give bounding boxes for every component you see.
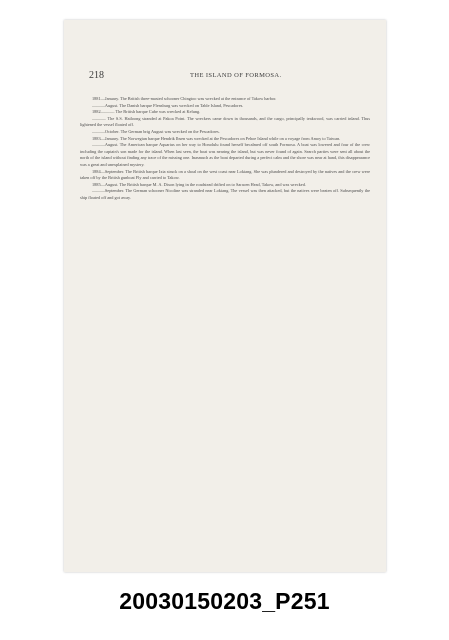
- page-number: 218: [89, 70, 104, 81]
- page-body: [80, 96, 370, 202]
- wreck-entry: 1882———. The British barque Cube was wrecked at Kelung.: [92, 109, 201, 115]
- wreck-entry: ———October. The German brig August was wrecked on the Pescadores.: [92, 128, 220, 134]
- wreck-entry: 1883—January. The Norwegian barque Hendrik Ibsen was wrecked at the Pescadores on Pehoe Island while on a voyage from Amoy to Taiwan.: [92, 135, 341, 141]
- wreck-entry: ———August. The Danish barque Flensburg was wrecked on Table Island, Pescadores.: [92, 102, 244, 108]
- wreck-entry: ———September. The German schooner Nicoline was stranded near Lokiang. The vessel was then attacked, but the natives were beaten off. Subsequently the ship floated off and got away.: [80, 188, 370, 200]
- wreck-entry: 1885—August. The British barque M. A. Dixon lying in the roadstead drifted on to Saracen Head, Takow, and was wrecked.: [92, 181, 306, 187]
- page-header: [80, 70, 370, 84]
- wreck-entry: 1881—January. The British three-masted schooner Chingtoo was wrecked at the entrance of Takow harbor.: [92, 96, 277, 101]
- wreck-entry: ———August. The American barque Aquarius on her way to Honolulu found herself becalmed off south Formosa. A boat was lowered and four of the crew including the captain's son made for the island. When last seen, the boat was nearing the island, but was never found of again. Search parties were sent all about the north of the island without finding any trace of the missing one. Inasmuch as the boat departed during a perfect calm and the shore was near at hand, this disappearance was a great and unexplained mystery.: [80, 142, 370, 167]
- image-id-caption: 20030150203_P251: [119, 588, 330, 614]
- running-head: THE ISLAND OF FORMOSA.: [190, 72, 282, 79]
- wreck-entry: ———. The S.S. Hailoong stranded at Pakoa Point. The wreckers came down in thousands, and the cargo, principally teakwood, was carried inland. Thus lightened the vessel floated off.: [80, 115, 370, 128]
- wreck-entry: 1884—September. The British barque Ixia struck on a shoal on the west coast near Lokiang. She was plundered and destroyed by the natives and the crew were taken off by the British gunboat Fly and carried to Takow.: [80, 168, 370, 181]
